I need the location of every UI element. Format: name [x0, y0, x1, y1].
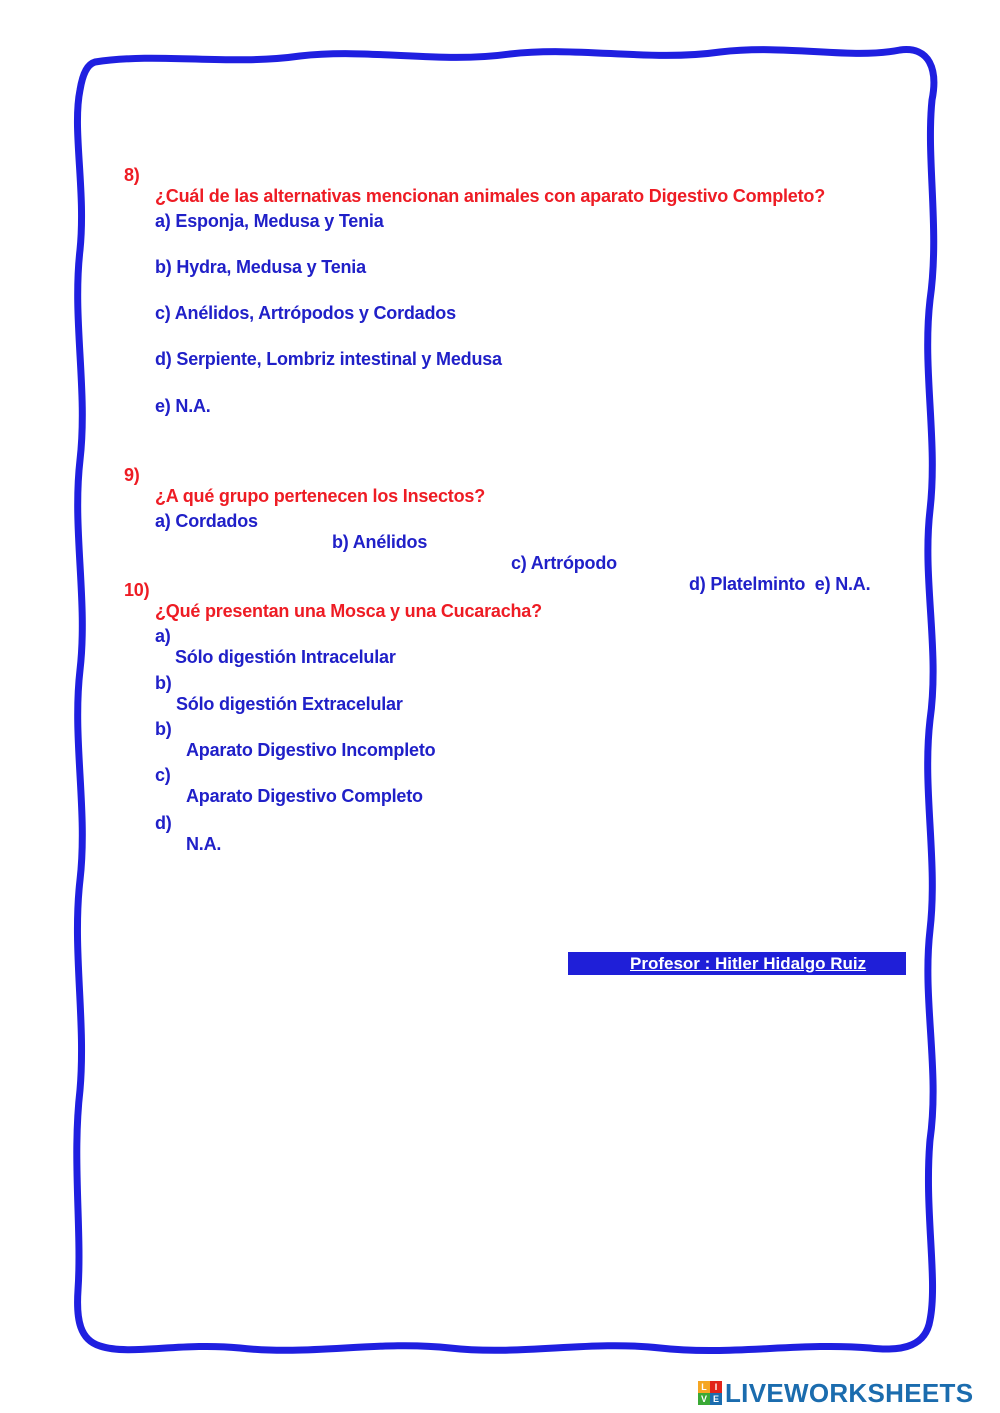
question-8-number: 8): [124, 165, 140, 185]
question-10-number: 10): [124, 580, 150, 600]
question-9-option-a[interactable]: a) Cordados: [155, 511, 258, 531]
logo-letter-e: E: [710, 1393, 722, 1405]
question-10-option-d[interactable]: [0, 792, 1000, 854]
question-8-option-d[interactable]: [0, 328, 1000, 369]
option-text: b) Hydra, Medusa y Tenia: [155, 257, 366, 277]
question-8-option-b[interactable]: [0, 236, 1000, 277]
option-text: Aparato Digestivo Incompleto: [186, 740, 436, 760]
logo-letter-i: I: [710, 1381, 722, 1393]
question-9-option-c[interactable]: c) Artrópodo: [511, 553, 617, 573]
signature-text: Profesor : Hitler Hidalgo Ruiz: [630, 954, 867, 973]
option-text: N.A.: [186, 834, 222, 854]
question-10-text: ¿Qué presentan una Mosca y una Cucaracha?: [155, 601, 542, 621]
option-label: b): [155, 719, 172, 739]
liveworksheets-logo-icon: [698, 1381, 722, 1405]
question-10-option-a[interactable]: [0, 605, 1000, 667]
option-text: Sólo digestión Intracelular: [175, 647, 396, 667]
question-10-option-c[interactable]: [0, 744, 1000, 806]
question-9-option-b[interactable]: b) Anélidos: [332, 532, 428, 552]
question-10-option-b[interactable]: [0, 652, 1000, 714]
logo-letter-l: L: [698, 1381, 710, 1393]
question-8-text: ¿Cuál de las alternativas mencionan animales con aparato Digestivo Completo?: [155, 186, 825, 206]
question-9-option-d-e[interactable]: d) Platelminto e) N.A.: [689, 574, 871, 594]
question-8: [0, 144, 1000, 206]
option-text: c) Anélidos, Artrópodos y Cordados: [155, 303, 456, 323]
option-text: Aparato Digestivo Completo: [186, 786, 423, 806]
signature-banner: [568, 952, 906, 975]
option-text: e) N.A.: [155, 396, 211, 416]
question-9-number: 9): [124, 465, 140, 485]
option-label: c): [155, 765, 171, 785]
option-label: b): [155, 673, 172, 693]
brand-name: LIVEWORKSHEETS: [725, 1377, 974, 1408]
question-8-option-e[interactable]: [0, 375, 1000, 416]
option-label: a): [155, 626, 171, 646]
question-10-option-b2[interactable]: [0, 698, 1000, 760]
question-9: [0, 444, 1000, 506]
question-8-option-a[interactable]: [0, 190, 1000, 231]
question-9-text: ¿A qué grupo pertenecen los Insectos?: [155, 486, 485, 506]
logo-letter-v: V: [698, 1393, 710, 1405]
question-8-option-c[interactable]: [0, 282, 1000, 323]
option-text: a) Esponja, Medusa y Tenia: [155, 211, 384, 231]
option-text: d) Serpiente, Lombriz intestinal y Medusa: [155, 349, 502, 369]
option-label: d): [155, 813, 172, 833]
option-text: Sólo digestión Extracelular: [176, 694, 403, 714]
liveworksheets-brand: [698, 1378, 973, 1408]
